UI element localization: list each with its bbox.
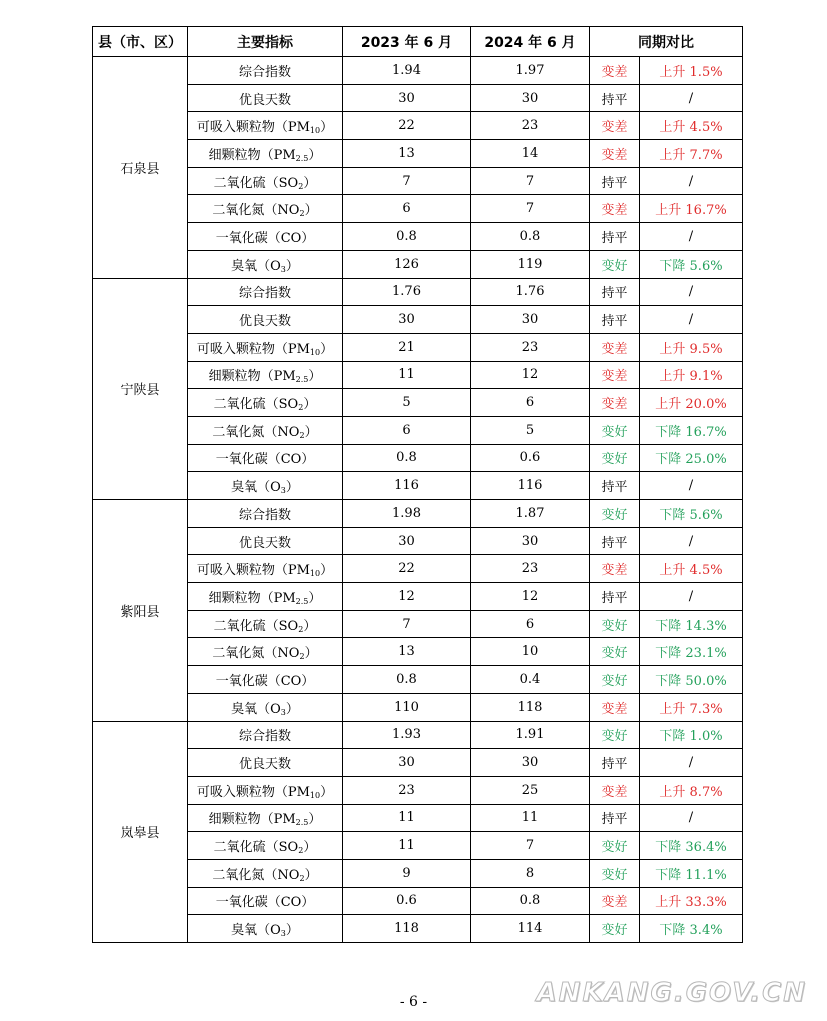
indicator-label: 二氧化硫（SO <box>213 175 299 191</box>
indicator-name <box>188 84 343 112</box>
table-row <box>93 84 743 112</box>
page-number: - 6 - <box>399 994 428 1010</box>
value-2024: 6 <box>471 389 590 417</box>
indicator-label: 细颗粒物（PM <box>208 369 296 385</box>
indicator-name <box>188 306 343 334</box>
indicator-subscript: 2.5 <box>295 596 309 606</box>
value-2023: 23 <box>343 776 471 804</box>
table-row <box>93 416 743 444</box>
county-name: 石泉县 <box>93 57 188 279</box>
table-row <box>93 776 743 804</box>
indicator-subscript: 3 <box>280 929 286 939</box>
indicator-label: 一氧化碳（CO） <box>215 230 315 246</box>
value-2024: 1.97 <box>471 57 590 85</box>
change-percent: 上升 4.5% <box>640 112 743 140</box>
value-2023: 13 <box>343 638 471 666</box>
table-row <box>93 306 743 334</box>
value-2023: 0.6 <box>343 887 471 915</box>
indicator-label: 优良天数 <box>238 757 291 773</box>
indicator-name <box>188 195 343 223</box>
table-row <box>93 57 743 85</box>
indicator-label: 二氧化氮（NO <box>212 867 300 883</box>
indicator-subscript: 2.5 <box>295 818 309 828</box>
indicator-label-tail: ） <box>320 120 334 136</box>
value-2023: 7 <box>343 610 471 638</box>
table-body <box>93 57 743 943</box>
trend-label: 变差 <box>590 887 640 915</box>
change-percent: 上升 4.5% <box>640 555 743 583</box>
header-county: 县（市、区） <box>93 27 188 57</box>
indicator-name <box>188 776 343 804</box>
trend-label: 持平 <box>590 306 640 334</box>
indicator-label: 臭氧（O <box>231 923 281 939</box>
change-percent: 下降 25.0% <box>640 444 743 472</box>
indicator-name <box>188 167 343 195</box>
value-2024: 30 <box>471 306 590 334</box>
trend-label: 变差 <box>590 140 640 168</box>
indicator-name <box>188 112 343 140</box>
value-2023: 13 <box>343 140 471 168</box>
table-header-row <box>93 27 743 57</box>
indicator-name <box>188 832 343 860</box>
value-2023: 1.98 <box>343 500 471 528</box>
table-row <box>93 195 743 223</box>
value-2024: 118 <box>471 693 590 721</box>
value-2024: 5 <box>471 416 590 444</box>
indicator-name <box>188 57 343 85</box>
indicator-name <box>188 500 343 528</box>
table-row <box>93 804 743 832</box>
value-2023: 118 <box>343 915 471 943</box>
value-2023: 6 <box>343 195 471 223</box>
indicator-label-tail: ） <box>320 341 334 357</box>
trend-label: 持平 <box>590 167 640 195</box>
trend-label: 变好 <box>590 416 640 444</box>
indicator-label: 优良天数 <box>238 314 291 330</box>
indicator-name <box>188 693 343 721</box>
value-2024: 7 <box>471 167 590 195</box>
value-2023: 30 <box>343 749 471 777</box>
change-percent: / <box>640 749 743 777</box>
value-2024: 12 <box>471 361 590 389</box>
indicator-name <box>188 749 343 777</box>
trend-label: 变好 <box>590 832 640 860</box>
table-row <box>93 527 743 555</box>
value-2024: 12 <box>471 583 590 611</box>
value-2024: 0.8 <box>471 223 590 251</box>
indicator-label: 细颗粒物（PM <box>208 812 296 828</box>
indicator-subscript: 10 <box>309 790 321 800</box>
trend-label: 变好 <box>590 610 640 638</box>
value-2023: 11 <box>343 804 471 832</box>
table-row <box>93 444 743 472</box>
indicator-name <box>188 333 343 361</box>
value-2024: 0.4 <box>471 666 590 694</box>
value-2023: 30 <box>343 527 471 555</box>
indicator-label-tail: ） <box>304 203 318 219</box>
indicator-label-tail: ） <box>304 867 318 883</box>
trend-label: 变差 <box>590 389 640 417</box>
indicator-label-tail: ） <box>303 175 317 191</box>
table-row <box>93 583 743 611</box>
indicator-subscript: 2 <box>298 181 304 191</box>
table-row <box>93 140 743 168</box>
indicator-subscript: 10 <box>309 569 321 579</box>
value-2024: 23 <box>471 555 590 583</box>
table-row <box>93 250 743 278</box>
table-row <box>93 333 743 361</box>
change-percent: 下降 50.0% <box>640 666 743 694</box>
indicator-label: 综合指数 <box>238 286 291 302</box>
indicator-label: 臭氧（O <box>231 701 281 717</box>
change-percent: 下降 5.6% <box>640 500 743 528</box>
trend-label: 变好 <box>590 444 640 472</box>
trend-label: 变差 <box>590 361 640 389</box>
indicator-label-tail: ） <box>304 646 318 662</box>
trend-label: 持平 <box>590 472 640 500</box>
table-row <box>93 167 743 195</box>
indicator-label: 臭氧（O <box>231 480 281 496</box>
indicator-label: 二氧化氮（NO <box>212 424 300 440</box>
change-percent: 下降 16.7% <box>640 416 743 444</box>
indicator-label-tail: ） <box>320 784 334 800</box>
indicator-label-tail: ） <box>285 480 299 496</box>
value-2023: 0.8 <box>343 223 471 251</box>
indicator-name <box>188 666 343 694</box>
indicator-name <box>188 140 343 168</box>
value-2024: 14 <box>471 140 590 168</box>
trend-label: 变好 <box>590 250 640 278</box>
trend-label: 持平 <box>590 749 640 777</box>
trend-label: 持平 <box>590 84 640 112</box>
indicator-subscript: 10 <box>309 347 321 357</box>
trend-label: 变差 <box>590 693 640 721</box>
indicator-label-tail: ） <box>285 258 299 274</box>
change-percent: 下降 14.3% <box>640 610 743 638</box>
table-row <box>93 693 743 721</box>
indicator-label: 综合指数 <box>238 507 291 523</box>
change-percent: / <box>640 167 743 195</box>
value-2024: 8 <box>471 859 590 887</box>
trend-label: 持平 <box>590 278 640 306</box>
value-2024: 114 <box>471 915 590 943</box>
indicator-subscript: 10 <box>309 126 321 136</box>
change-percent: / <box>640 527 743 555</box>
indicator-label-tail: ） <box>303 840 317 856</box>
value-2024: 10 <box>471 638 590 666</box>
indicator-label: 可吸入颗粒物（PM <box>196 341 310 357</box>
indicator-label: 可吸入颗粒物（PM <box>196 563 310 579</box>
table-row <box>93 223 743 251</box>
indicator-subscript: 2 <box>299 873 305 883</box>
value-2023: 5 <box>343 389 471 417</box>
change-percent: / <box>640 804 743 832</box>
indicator-name <box>188 804 343 832</box>
value-2023: 9 <box>343 859 471 887</box>
county-name: 岚皋县 <box>93 721 188 943</box>
indicator-subscript: 3 <box>280 264 286 274</box>
table-row <box>93 610 743 638</box>
indicator-subscript: 2.5 <box>295 153 309 163</box>
header-2024-june: 2024 年 6 月 <box>471 27 590 57</box>
indicator-name <box>188 527 343 555</box>
indicator-name <box>188 361 343 389</box>
indicator-label: 二氧化氮（NO <box>212 646 300 662</box>
table-row <box>93 472 743 500</box>
change-percent: 下降 23.1% <box>640 638 743 666</box>
indicator-subscript: 2 <box>298 846 304 856</box>
trend-label: 变差 <box>590 333 640 361</box>
value-2024: 0.8 <box>471 887 590 915</box>
trend-label: 持平 <box>590 583 640 611</box>
change-percent: 上升 7.7% <box>640 140 743 168</box>
indicator-name <box>188 389 343 417</box>
change-percent: 上升 16.7% <box>640 195 743 223</box>
indicator-subscript: 2 <box>299 652 305 662</box>
value-2024: 1.91 <box>471 721 590 749</box>
change-percent: / <box>640 84 743 112</box>
header-indicator: 主要指标 <box>188 27 343 57</box>
indicator-subscript: 2 <box>298 403 304 413</box>
trend-label: 变好 <box>590 721 640 749</box>
indicator-subscript: 2 <box>299 209 305 219</box>
table-row <box>93 666 743 694</box>
trend-label: 变好 <box>590 666 640 694</box>
change-percent: 下降 3.4% <box>640 915 743 943</box>
header-yoy-comparison: 同期对比 <box>590 27 743 57</box>
value-2024: 1.76 <box>471 278 590 306</box>
value-2023: 7 <box>343 167 471 195</box>
county-name: 紫阳县 <box>93 500 188 722</box>
indicator-label-tail: ） <box>308 812 322 828</box>
value-2023: 22 <box>343 555 471 583</box>
change-percent: / <box>640 278 743 306</box>
change-percent: 下降 11.1% <box>640 859 743 887</box>
indicator-label-tail: ） <box>308 369 322 385</box>
value-2023: 110 <box>343 693 471 721</box>
indicator-label-tail: ） <box>308 590 322 606</box>
indicator-label: 一氧化碳（CO） <box>215 895 315 911</box>
indicator-name <box>188 610 343 638</box>
indicator-label-tail: ） <box>285 923 299 939</box>
value-2023: 116 <box>343 472 471 500</box>
value-2024: 119 <box>471 250 590 278</box>
value-2023: 0.8 <box>343 666 471 694</box>
value-2023: 21 <box>343 333 471 361</box>
trend-label: 变好 <box>590 638 640 666</box>
value-2024: 23 <box>471 112 590 140</box>
value-2024: 1.87 <box>471 500 590 528</box>
value-2023: 30 <box>343 84 471 112</box>
table-row <box>93 749 743 777</box>
table-row <box>93 500 743 528</box>
change-percent: 上升 9.5% <box>640 333 743 361</box>
value-2023: 1.94 <box>343 57 471 85</box>
indicator-name <box>188 223 343 251</box>
change-percent: 下降 36.4% <box>640 832 743 860</box>
table-row <box>93 915 743 943</box>
indicator-name <box>188 721 343 749</box>
table-row <box>93 361 743 389</box>
change-percent: / <box>640 583 743 611</box>
indicator-name <box>188 859 343 887</box>
value-2024: 7 <box>471 195 590 223</box>
indicator-label-tail: ） <box>285 701 299 717</box>
value-2024: 11 <box>471 804 590 832</box>
trend-label: 变好 <box>590 915 640 943</box>
indicator-label: 细颗粒物（PM <box>208 590 296 606</box>
change-percent: 下降 5.6% <box>640 250 743 278</box>
indicator-subscript: 2 <box>299 430 305 440</box>
table-row <box>93 278 743 306</box>
change-percent: 上升 9.1% <box>640 361 743 389</box>
change-percent: 上升 8.7% <box>640 776 743 804</box>
indicator-label: 二氧化硫（SO <box>213 618 299 634</box>
trend-label: 变差 <box>590 776 640 804</box>
indicator-label: 一氧化碳（CO） <box>215 673 315 689</box>
change-percent: 上升 20.0% <box>640 389 743 417</box>
change-percent: 上升 33.3% <box>640 887 743 915</box>
indicator-name <box>188 887 343 915</box>
trend-label: 变差 <box>590 195 640 223</box>
indicator-label: 优良天数 <box>238 92 291 108</box>
indicator-subscript: 2.5 <box>295 375 309 385</box>
indicator-name <box>188 472 343 500</box>
value-2023: 22 <box>343 112 471 140</box>
indicator-label: 细颗粒物（PM <box>208 147 296 163</box>
site-watermark: ANKANG.GOV.CN <box>536 978 807 1008</box>
trend-label: 变好 <box>590 859 640 887</box>
change-percent: 上升 7.3% <box>640 693 743 721</box>
value-2024: 25 <box>471 776 590 804</box>
indicator-name <box>188 278 343 306</box>
value-2023: 30 <box>343 306 471 334</box>
table-row <box>93 721 743 749</box>
value-2024: 23 <box>471 333 590 361</box>
indicator-name <box>188 638 343 666</box>
value-2024: 30 <box>471 84 590 112</box>
change-percent: / <box>640 223 743 251</box>
indicator-label: 可吸入颗粒物（PM <box>196 120 310 136</box>
trend-label: 变差 <box>590 57 640 85</box>
county-name: 宁陕县 <box>93 278 188 500</box>
table-row <box>93 832 743 860</box>
value-2023: 1.93 <box>343 721 471 749</box>
indicator-name <box>188 250 343 278</box>
indicator-label: 二氧化氮（NO <box>212 203 300 219</box>
indicator-label: 综合指数 <box>238 729 291 745</box>
indicator-name <box>188 555 343 583</box>
value-2024: 30 <box>471 749 590 777</box>
value-2024: 6 <box>471 610 590 638</box>
indicator-label: 二氧化硫（SO <box>213 397 299 413</box>
indicator-label: 可吸入颗粒物（PM <box>196 784 310 800</box>
trend-label: 变差 <box>590 112 640 140</box>
value-2024: 30 <box>471 527 590 555</box>
indicator-name <box>188 915 343 943</box>
table-row <box>93 638 743 666</box>
trend-label: 变好 <box>590 500 640 528</box>
value-2024: 7 <box>471 832 590 860</box>
table-row <box>93 555 743 583</box>
value-2023: 12 <box>343 583 471 611</box>
indicator-label-tail: ） <box>308 147 322 163</box>
indicator-label-tail: ） <box>303 397 317 413</box>
table-row <box>93 389 743 417</box>
trend-label: 持平 <box>590 223 640 251</box>
change-percent: / <box>640 472 743 500</box>
change-percent: 下降 1.0% <box>640 721 743 749</box>
indicator-label-tail: ） <box>320 563 334 579</box>
trend-label: 持平 <box>590 527 640 555</box>
indicator-name <box>188 583 343 611</box>
value-2023: 126 <box>343 250 471 278</box>
trend-label: 变差 <box>590 555 640 583</box>
indicator-label-tail: ） <box>304 424 318 440</box>
indicator-subscript: 3 <box>280 486 286 496</box>
indicator-label: 二氧化硫（SO <box>213 840 299 856</box>
header-2023-june: 2023 年 6 月 <box>343 27 471 57</box>
indicator-subscript: 2 <box>298 624 304 634</box>
indicator-label: 优良天数 <box>238 535 291 551</box>
indicator-label: 综合指数 <box>238 64 291 80</box>
indicator-subscript: 3 <box>280 707 286 717</box>
value-2023: 6 <box>343 416 471 444</box>
table-row <box>93 887 743 915</box>
air-quality-comparison-table <box>92 26 743 943</box>
table-row <box>93 112 743 140</box>
value-2024: 0.6 <box>471 444 590 472</box>
indicator-label: 一氧化碳（CO） <box>215 452 315 468</box>
indicator-name <box>188 416 343 444</box>
value-2023: 1.76 <box>343 278 471 306</box>
indicator-label-tail: ） <box>303 618 317 634</box>
change-percent: 上升 1.5% <box>640 57 743 85</box>
value-2023: 11 <box>343 361 471 389</box>
indicator-name <box>188 444 343 472</box>
change-percent: / <box>640 306 743 334</box>
value-2023: 11 <box>343 832 471 860</box>
indicator-label: 臭氧（O <box>231 258 281 274</box>
value-2024: 116 <box>471 472 590 500</box>
trend-label: 持平 <box>590 804 640 832</box>
value-2023: 0.8 <box>343 444 471 472</box>
table-row <box>93 859 743 887</box>
